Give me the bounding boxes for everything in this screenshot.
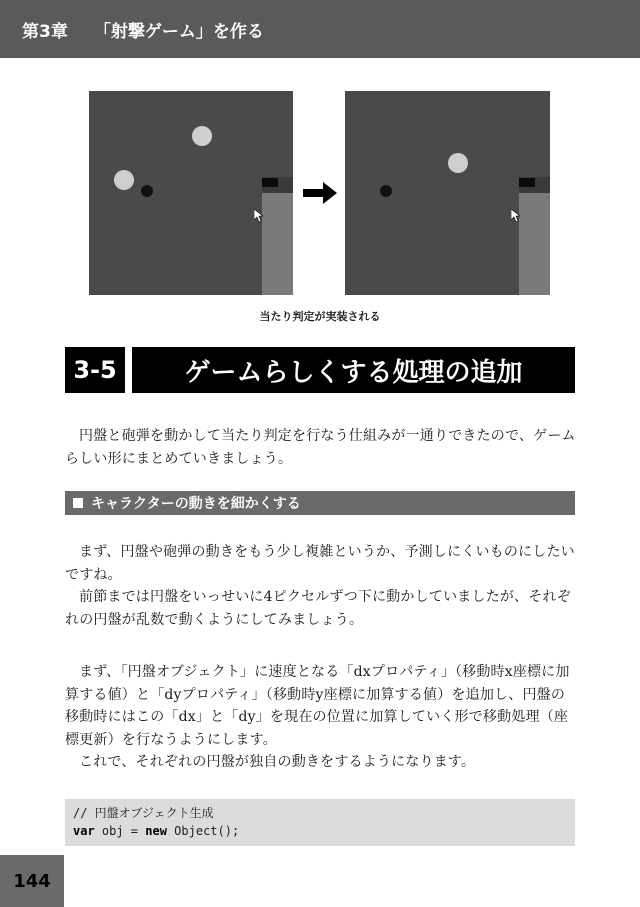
bullet: [380, 185, 392, 197]
code-block: [65, 799, 575, 846]
cannon: [519, 178, 535, 187]
code-keyword: var: [73, 824, 95, 838]
subsection-heading: [65, 491, 575, 515]
figure-caption: 当たり判定が実装される: [259, 310, 381, 323]
disc: [192, 126, 212, 146]
mouse-cursor-icon: [254, 209, 264, 223]
floor-block: [262, 193, 293, 295]
subsection-title: キャラクターの動きを細かくする: [91, 496, 301, 512]
code-keyword: new: [145, 824, 167, 838]
body-paragraph: まず、「円盤オブジェクト」に速度となる「dxプロパティ」（移動時x座標に加算する値）と「dyプロパティ」（移動時y座標に加算する値）を追加し、円盤の移動時にはこの「dx」と「dy」を現在の位置に加算していく形で移動処理（座標更新）を行なうようにします。: [65, 664, 570, 748]
body-paragraph: これで、それぞれの円盤が独自の動きをするようになります。: [79, 754, 476, 770]
section-title: ゲームらしくする処理の追加: [132, 347, 575, 393]
cannon: [262, 178, 278, 187]
section-number: 3-5: [65, 347, 125, 393]
figure-before-image: [89, 91, 293, 295]
body-paragraph: まず、円盤や砲弾の動きをもう少し複雑というか、予測しにくいものにしたいですね。: [65, 544, 575, 583]
code-line: [73, 822, 567, 840]
chapter-title: 「射撃ゲーム」を作る: [93, 21, 264, 42]
chapter-number: 第3章: [22, 21, 68, 42]
body-paragraph: 前節までは円盤をいっせいに4ピクセルずつ下に動かしていましたが、それぞれの円盤が乱数で動くようにしてみましょう。: [65, 589, 571, 628]
intro-paragraph: 円盤と砲弾を動かして当たり判定を行なう仕組みが一通りできたので、ゲームらしい形にまとめていきましょう。: [65, 428, 576, 467]
disc: [448, 153, 468, 173]
code-text: Object();: [166, 824, 240, 838]
disc: [114, 170, 134, 190]
figure-after-image: [345, 91, 550, 295]
page-number: 144: [0, 855, 64, 907]
right-arrow-icon: [303, 182, 337, 204]
square-bullet-icon: [73, 498, 83, 508]
code-comment: // 円盤オブジェクト生成: [73, 806, 214, 820]
code-text: obj =: [94, 824, 146, 838]
floor-block: [519, 193, 550, 295]
mouse-cursor-icon: [511, 209, 521, 223]
chapter-header: [0, 0, 640, 58]
bullet: [141, 185, 153, 197]
